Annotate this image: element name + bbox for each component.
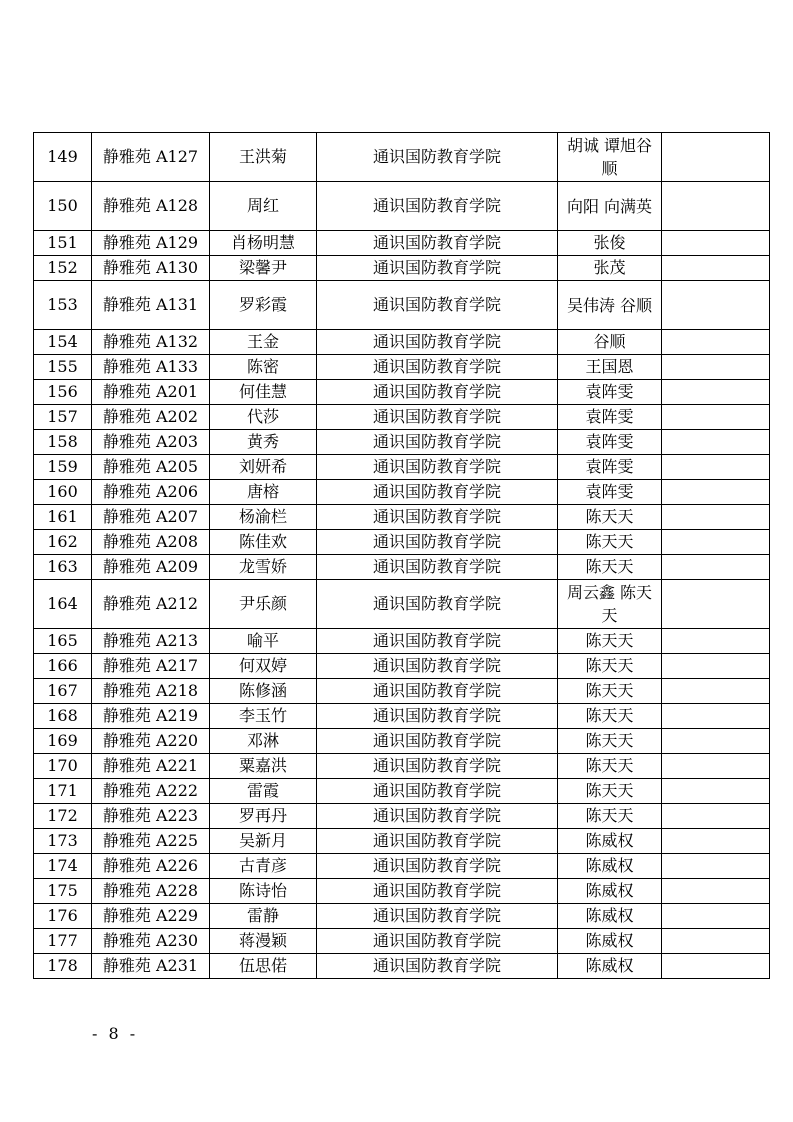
table-row [34,505,770,530]
cell-dormitory: 静雅苑 A128 [92,182,210,231]
cell-college: 通识国防教育学院 [317,256,558,281]
cell-name: 雷霞 [210,779,317,804]
cell-college: 通识国防教育学院 [317,380,558,405]
cell-remark [662,330,770,355]
cell-number: 151 [34,231,92,256]
cell-name: 王洪菊 [210,133,317,182]
cell-remark [662,405,770,430]
cell-remark [662,679,770,704]
cell-name: 唐榕 [210,480,317,505]
cell-dormitory: 静雅苑 A127 [92,133,210,182]
cell-number: 150 [34,182,92,231]
table-row [34,829,770,854]
table-row [34,954,770,979]
cell-dormitory: 静雅苑 A231 [92,954,210,979]
cell-dormitory: 静雅苑 A217 [92,654,210,679]
cell-college: 通识国防教育学院 [317,854,558,879]
cell-advisor: 陈天天 [558,679,662,704]
cell-number: 168 [34,704,92,729]
cell-number: 169 [34,729,92,754]
table-row [34,804,770,829]
cell-college: 通识国防教育学院 [317,231,558,256]
cell-college: 通识国防教育学院 [317,704,558,729]
cell-name: 何佳慧 [210,380,317,405]
table-row [34,654,770,679]
cell-dormitory: 静雅苑 A207 [92,505,210,530]
cell-advisor: 谷顺 [558,330,662,355]
cell-dormitory: 静雅苑 A208 [92,530,210,555]
cell-advisor: 陈威权 [558,854,662,879]
cell-name: 尹乐颜 [210,580,317,629]
cell-name: 伍思偌 [210,954,317,979]
cell-remark [662,133,770,182]
cell-name: 陈诗怡 [210,879,317,904]
cell-number: 149 [34,133,92,182]
cell-remark [662,629,770,654]
cell-name: 李玉竹 [210,704,317,729]
cell-dormitory: 静雅苑 A213 [92,629,210,654]
cell-dormitory: 静雅苑 A223 [92,804,210,829]
cell-name: 周红 [210,182,317,231]
cell-college: 通识国防教育学院 [317,580,558,629]
cell-remark [662,754,770,779]
cell-remark [662,804,770,829]
cell-college: 通识国防教育学院 [317,754,558,779]
cell-dormitory: 静雅苑 A133 [92,355,210,380]
cell-dormitory: 静雅苑 A132 [92,330,210,355]
cell-advisor: 陈天天 [558,754,662,779]
cell-dormitory: 静雅苑 A209 [92,555,210,580]
cell-remark [662,355,770,380]
cell-remark [662,879,770,904]
cell-number: 167 [34,679,92,704]
cell-number: 163 [34,555,92,580]
cell-college: 通识国防教育学院 [317,355,558,380]
cell-name: 陈修涵 [210,679,317,704]
cell-name: 喻平 [210,629,317,654]
cell-name: 王金 [210,330,317,355]
cell-number: 162 [34,530,92,555]
cell-number: 153 [34,281,92,330]
cell-number: 161 [34,505,92,530]
table-row [34,754,770,779]
cell-remark [662,929,770,954]
cell-remark [662,729,770,754]
cell-advisor: 向阳 向满英 [558,182,662,231]
cell-number: 177 [34,929,92,954]
cell-college: 通识国防教育学院 [317,133,558,182]
cell-name: 何双婷 [210,654,317,679]
cell-college: 通识国防教育学院 [317,954,558,979]
cell-name: 刘妍希 [210,455,317,480]
cell-advisor: 袁阵雯 [558,430,662,455]
cell-college: 通识国防教育学院 [317,679,558,704]
cell-number: 178 [34,954,92,979]
cell-dormitory: 静雅苑 A212 [92,580,210,629]
cell-name: 陈密 [210,355,317,380]
cell-advisor: 陈威权 [558,954,662,979]
cell-number: 165 [34,629,92,654]
cell-advisor: 陈天天 [558,804,662,829]
cell-dormitory: 静雅苑 A219 [92,704,210,729]
cell-number: 175 [34,879,92,904]
cell-dormitory: 静雅苑 A203 [92,430,210,455]
cell-college: 通识国防教育学院 [317,829,558,854]
cell-name: 陈佳欢 [210,530,317,555]
cell-dormitory: 静雅苑 A229 [92,904,210,929]
cell-advisor: 胡诚 谭旭谷顺 [558,133,662,182]
table-row [34,729,770,754]
table-row [34,380,770,405]
page-number: - 8 - [92,1024,139,1043]
cell-advisor: 袁阵雯 [558,405,662,430]
cell-number: 155 [34,355,92,380]
cell-name: 龙雪娇 [210,555,317,580]
cell-name: 罗彩霞 [210,281,317,330]
table-row [34,430,770,455]
cell-name: 吴新月 [210,829,317,854]
table-row [34,455,770,480]
cell-dormitory: 静雅苑 A220 [92,729,210,754]
table-row [34,281,770,330]
cell-name: 代莎 [210,405,317,430]
cell-remark [662,530,770,555]
cell-college: 通识国防教育学院 [317,654,558,679]
cell-dormitory: 静雅苑 A222 [92,779,210,804]
cell-remark [662,182,770,231]
cell-number: 170 [34,754,92,779]
table-row [34,555,770,580]
cell-name: 黄秀 [210,430,317,455]
cell-dormitory: 静雅苑 A129 [92,231,210,256]
cell-advisor: 陈天天 [558,505,662,530]
cell-number: 158 [34,430,92,455]
table-body [34,133,770,979]
cell-dormitory: 静雅苑 A130 [92,256,210,281]
cell-dormitory: 静雅苑 A131 [92,281,210,330]
cell-college: 通识国防教育学院 [317,904,558,929]
table-row [34,679,770,704]
cell-dormitory: 静雅苑 A228 [92,879,210,904]
table-row [34,530,770,555]
cell-remark [662,829,770,854]
cell-remark [662,505,770,530]
cell-dormitory: 静雅苑 A205 [92,455,210,480]
cell-remark [662,904,770,929]
cell-remark [662,704,770,729]
cell-name: 粟嘉洪 [210,754,317,779]
table-row [34,879,770,904]
cell-remark [662,954,770,979]
cell-advisor: 张茂 [558,256,662,281]
cell-number: 172 [34,804,92,829]
cell-name: 杨渝栏 [210,505,317,530]
table-row [34,629,770,654]
cell-dormitory: 静雅苑 A221 [92,754,210,779]
cell-name: 蒋漫颖 [210,929,317,954]
cell-advisor: 陈天天 [558,530,662,555]
table-row [34,182,770,231]
cell-advisor: 陈天天 [558,779,662,804]
cell-name: 罗再丹 [210,804,317,829]
cell-college: 通识国防教育学院 [317,330,558,355]
cell-number: 160 [34,480,92,505]
table-row [34,779,770,804]
cell-number: 174 [34,854,92,879]
cell-college: 通识国防教育学院 [317,729,558,754]
cell-remark [662,281,770,330]
cell-advisor: 陈威权 [558,904,662,929]
cell-number: 171 [34,779,92,804]
cell-advisor: 陈天天 [558,555,662,580]
cell-name: 肖杨明慧 [210,231,317,256]
cell-name: 古青彦 [210,854,317,879]
cell-advisor: 吴伟涛 谷顺 [558,281,662,330]
cell-dormitory: 静雅苑 A225 [92,829,210,854]
table-row [34,929,770,954]
cell-remark [662,231,770,256]
cell-number: 152 [34,256,92,281]
dormitory-table [33,132,770,979]
cell-number: 176 [34,904,92,929]
cell-name: 邓淋 [210,729,317,754]
cell-college: 通识国防教育学院 [317,430,558,455]
cell-college: 通识国防教育学院 [317,629,558,654]
cell-college: 通识国防教育学院 [317,555,558,580]
cell-remark [662,480,770,505]
cell-advisor: 陈威权 [558,929,662,954]
table-row [34,231,770,256]
cell-college: 通识国防教育学院 [317,530,558,555]
cell-college: 通识国防教育学院 [317,405,558,430]
cell-number: 156 [34,380,92,405]
cell-college: 通识国防教育学院 [317,505,558,530]
cell-remark [662,256,770,281]
cell-advisor: 陈天天 [558,729,662,754]
cell-number: 166 [34,654,92,679]
cell-number: 159 [34,455,92,480]
table-row [34,580,770,629]
cell-college: 通识国防教育学院 [317,281,558,330]
cell-college: 通识国防教育学院 [317,779,558,804]
cell-advisor: 张俊 [558,231,662,256]
table-row [34,480,770,505]
cell-dormitory: 静雅苑 A202 [92,405,210,430]
cell-remark [662,580,770,629]
cell-advisor: 王国恩 [558,355,662,380]
cell-remark [662,654,770,679]
cell-dormitory: 静雅苑 A201 [92,380,210,405]
table-row [34,330,770,355]
cell-advisor: 袁阵雯 [558,480,662,505]
cell-college: 通识国防教育学院 [317,804,558,829]
cell-college: 通识国防教育学院 [317,455,558,480]
cell-name: 梁馨尹 [210,256,317,281]
cell-college: 通识国防教育学院 [317,480,558,505]
cell-advisor: 袁阵雯 [558,380,662,405]
cell-advisor: 陈威权 [558,829,662,854]
cell-advisor: 陈天天 [558,704,662,729]
cell-dormitory: 静雅苑 A230 [92,929,210,954]
cell-advisor: 周云鑫 陈天天 [558,580,662,629]
cell-college: 通识国防教育学院 [317,879,558,904]
cell-advisor: 陈威权 [558,879,662,904]
cell-number: 173 [34,829,92,854]
cell-dormitory: 静雅苑 A206 [92,480,210,505]
cell-dormitory: 静雅苑 A226 [92,854,210,879]
cell-remark [662,779,770,804]
cell-remark [662,555,770,580]
cell-number: 157 [34,405,92,430]
table-row [34,904,770,929]
cell-number: 154 [34,330,92,355]
cell-remark [662,430,770,455]
cell-advisor: 袁阵雯 [558,455,662,480]
table-row [34,256,770,281]
cell-remark [662,455,770,480]
cell-college: 通识国防教育学院 [317,182,558,231]
table-row [34,704,770,729]
cell-advisor: 陈天天 [558,629,662,654]
table-row [34,133,770,182]
table-row [34,355,770,380]
cell-college: 通识国防教育学院 [317,929,558,954]
cell-number: 164 [34,580,92,629]
cell-name: 雷静 [210,904,317,929]
cell-remark [662,854,770,879]
cell-remark [662,380,770,405]
cell-advisor: 陈天天 [558,654,662,679]
table-row [34,405,770,430]
table-row [34,854,770,879]
cell-dormitory: 静雅苑 A218 [92,679,210,704]
